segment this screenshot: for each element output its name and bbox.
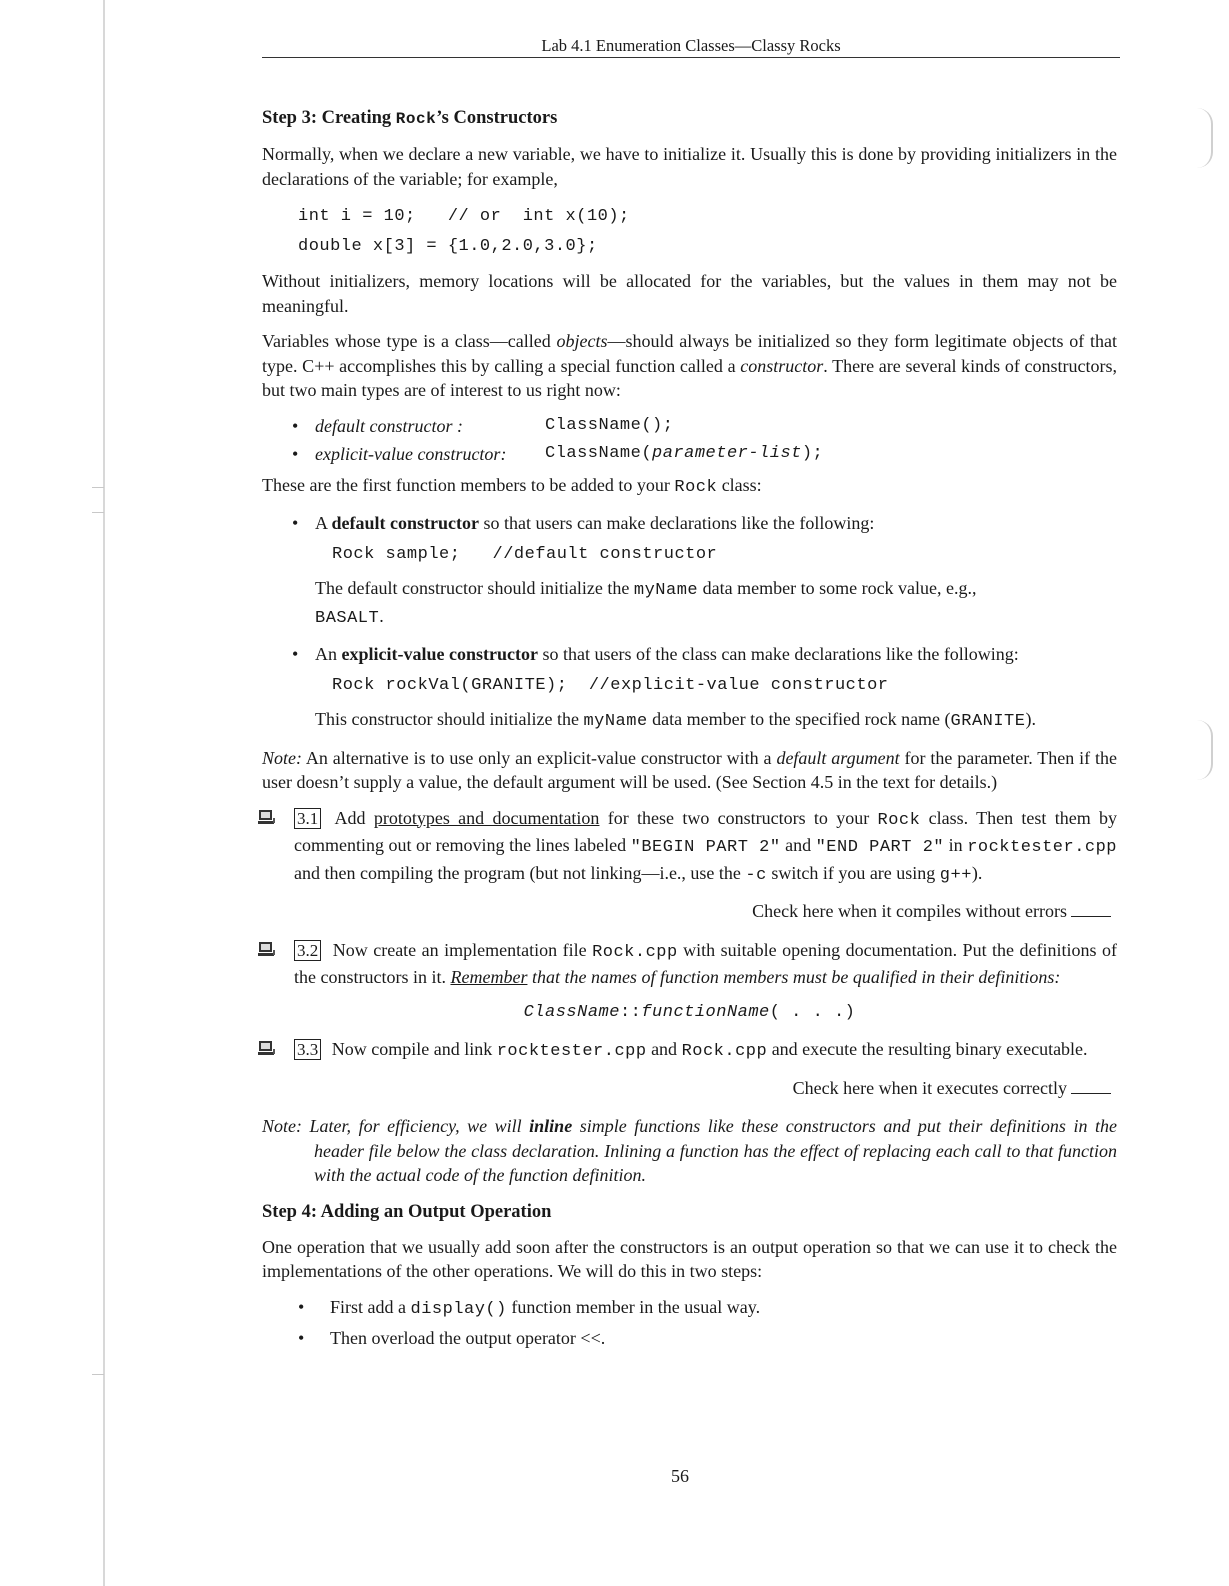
list-item: • default constructor : ClassName();: [262, 414, 1117, 439]
computer-icon: [258, 1040, 276, 1056]
binding-tick: [92, 512, 104, 513]
computer-icon: [258, 941, 276, 957]
paragraph: The default constructor should initialize the myName data member to some rock value, e.g., BASALT.: [315, 578, 977, 628]
running-header: Lab 4.1 Enumeration Classes—Classy Rocks: [541, 36, 841, 55]
task-number-box: 3.1: [294, 808, 321, 829]
binding-margin-line: [103, 0, 105, 1586]
note-paragraph: Note: An alternative is to use only an explicit-value constructor with a default argument for the parameter. Then if the user doesn’t supply a value, the default argument will be used. (See Section 4.5 in the text for details.): [262, 747, 1117, 792]
page-number: 56: [671, 1466, 689, 1486]
checkoff-line: Check here when it compiles without errors: [262, 899, 1111, 924]
task-3-1: 3.1 Add prototypes and documentation for these two constructors to your Rock class. Then test them by commenting out or removing the lines labeled "BEGIN PART 2" and "END PART 2" in rocktester.cpp and then compiling the program (but not linking—i.e., use the -c switch if you are using g++).: [262, 806, 1117, 889]
code-example: [298, 202, 1117, 262]
task-3-3: 3.3 Now compile and link rocktester.cpp and Rock.cpp and execute the resulting binary executable.: [262, 1037, 1117, 1065]
explicit-constructor-detail: [315, 674, 1117, 735]
binding-tick: [92, 1374, 104, 1375]
list-item: • A default constructor so that users can make declarations like the following:: [262, 511, 1117, 536]
binding-tick: [92, 487, 104, 488]
task-number-box: 3.3: [294, 1039, 321, 1060]
paragraph: Variables whose type is a class—called objects—should always be initialized so they form legitimate objects of that type. C++ accomplishes this by calling a special function called a constructor. There are several kinds of constructors, but two main types are of interest to us right now:: [262, 331, 1117, 400]
constructor-requirements-list: [262, 642, 1117, 667]
code-line: Rock sample; //default constructor: [332, 544, 718, 564]
list-item: • An explicit-value constructor so that users of the class can make declarations like the following:: [262, 642, 1117, 667]
output-steps-list: [262, 1295, 1117, 1351]
paragraph: Without initializers, memory locations will be allocated for the variables, but the values in them may not be meaningful.: [262, 271, 1117, 316]
step3-heading: Step 3: Creating Rock’s Constructors: [262, 108, 558, 128]
checkoff-line: Check here when it executes correctly: [262, 1076, 1111, 1101]
list-item: • First add a display() function member in the usual way.: [262, 1295, 1117, 1323]
link-prototypes-documentation[interactable]: prototypes and documentation: [373, 807, 600, 828]
step4-heading: Step 4: Adding an Output Operation: [262, 1201, 552, 1222]
code-line: double x[3] = {1.0,2.0,3.0};: [298, 237, 598, 256]
task-number-box: 3.2: [294, 940, 321, 961]
task-3-2: 3.2 Now create an implementation file Rock.cpp with suitable opening documentation. Put the definitions of the constructors in it. Remember that the names of function members must be qualified in their definitions:: [262, 938, 1117, 990]
checkoff-blank[interactable]: [1071, 1079, 1111, 1094]
page-edge-mark: [1197, 720, 1213, 780]
paragraph: These are the first function members to be added to your Rock class:: [262, 474, 762, 497]
paragraph: One operation that we usually add soon after the constructors is an output operation so that we can use it to check the implementations of the other operations. We will do this in two steps:: [262, 1236, 1117, 1281]
qualified-name-code: ClassName::functionName( . . .): [523, 1002, 856, 1022]
list-item: • Then overload the output operator <<.: [262, 1326, 1117, 1351]
default-constructor-detail: [315, 543, 1117, 632]
paragraph: Normally, when we declare a new variable, we have to initialize it. Usually this is done by providing initializers in the declarations of the variable; for example,: [262, 144, 1117, 189]
computer-icon: [258, 809, 276, 825]
page-edge-mark: [1197, 108, 1213, 168]
page-content: [262, 106, 1117, 1355]
code-line: int i = 10; // or int x(10);: [298, 207, 630, 226]
code-line: Rock rockVal(GRANITE); //explicit-value constructor: [332, 675, 889, 695]
list-item: • explicit-value constructor: ClassName(parameter-list);: [262, 442, 1117, 467]
paragraph: This constructor should initialize the myName data member to the specified rock name (GRANITE).: [315, 709, 1036, 731]
note-paragraph: Note: Later, for efficiency, we will inline simple functions like these constructors and put their definitions in the header file below the class declaration. Inlining a function has the effect of replacing each call to that function with the actual code of the function definition.: [262, 1116, 1117, 1185]
constructor-types-list: [262, 414, 1117, 467]
header-rule: [262, 57, 1120, 58]
constructor-requirements-list: [262, 511, 1117, 536]
checkoff-blank[interactable]: [1071, 902, 1111, 917]
